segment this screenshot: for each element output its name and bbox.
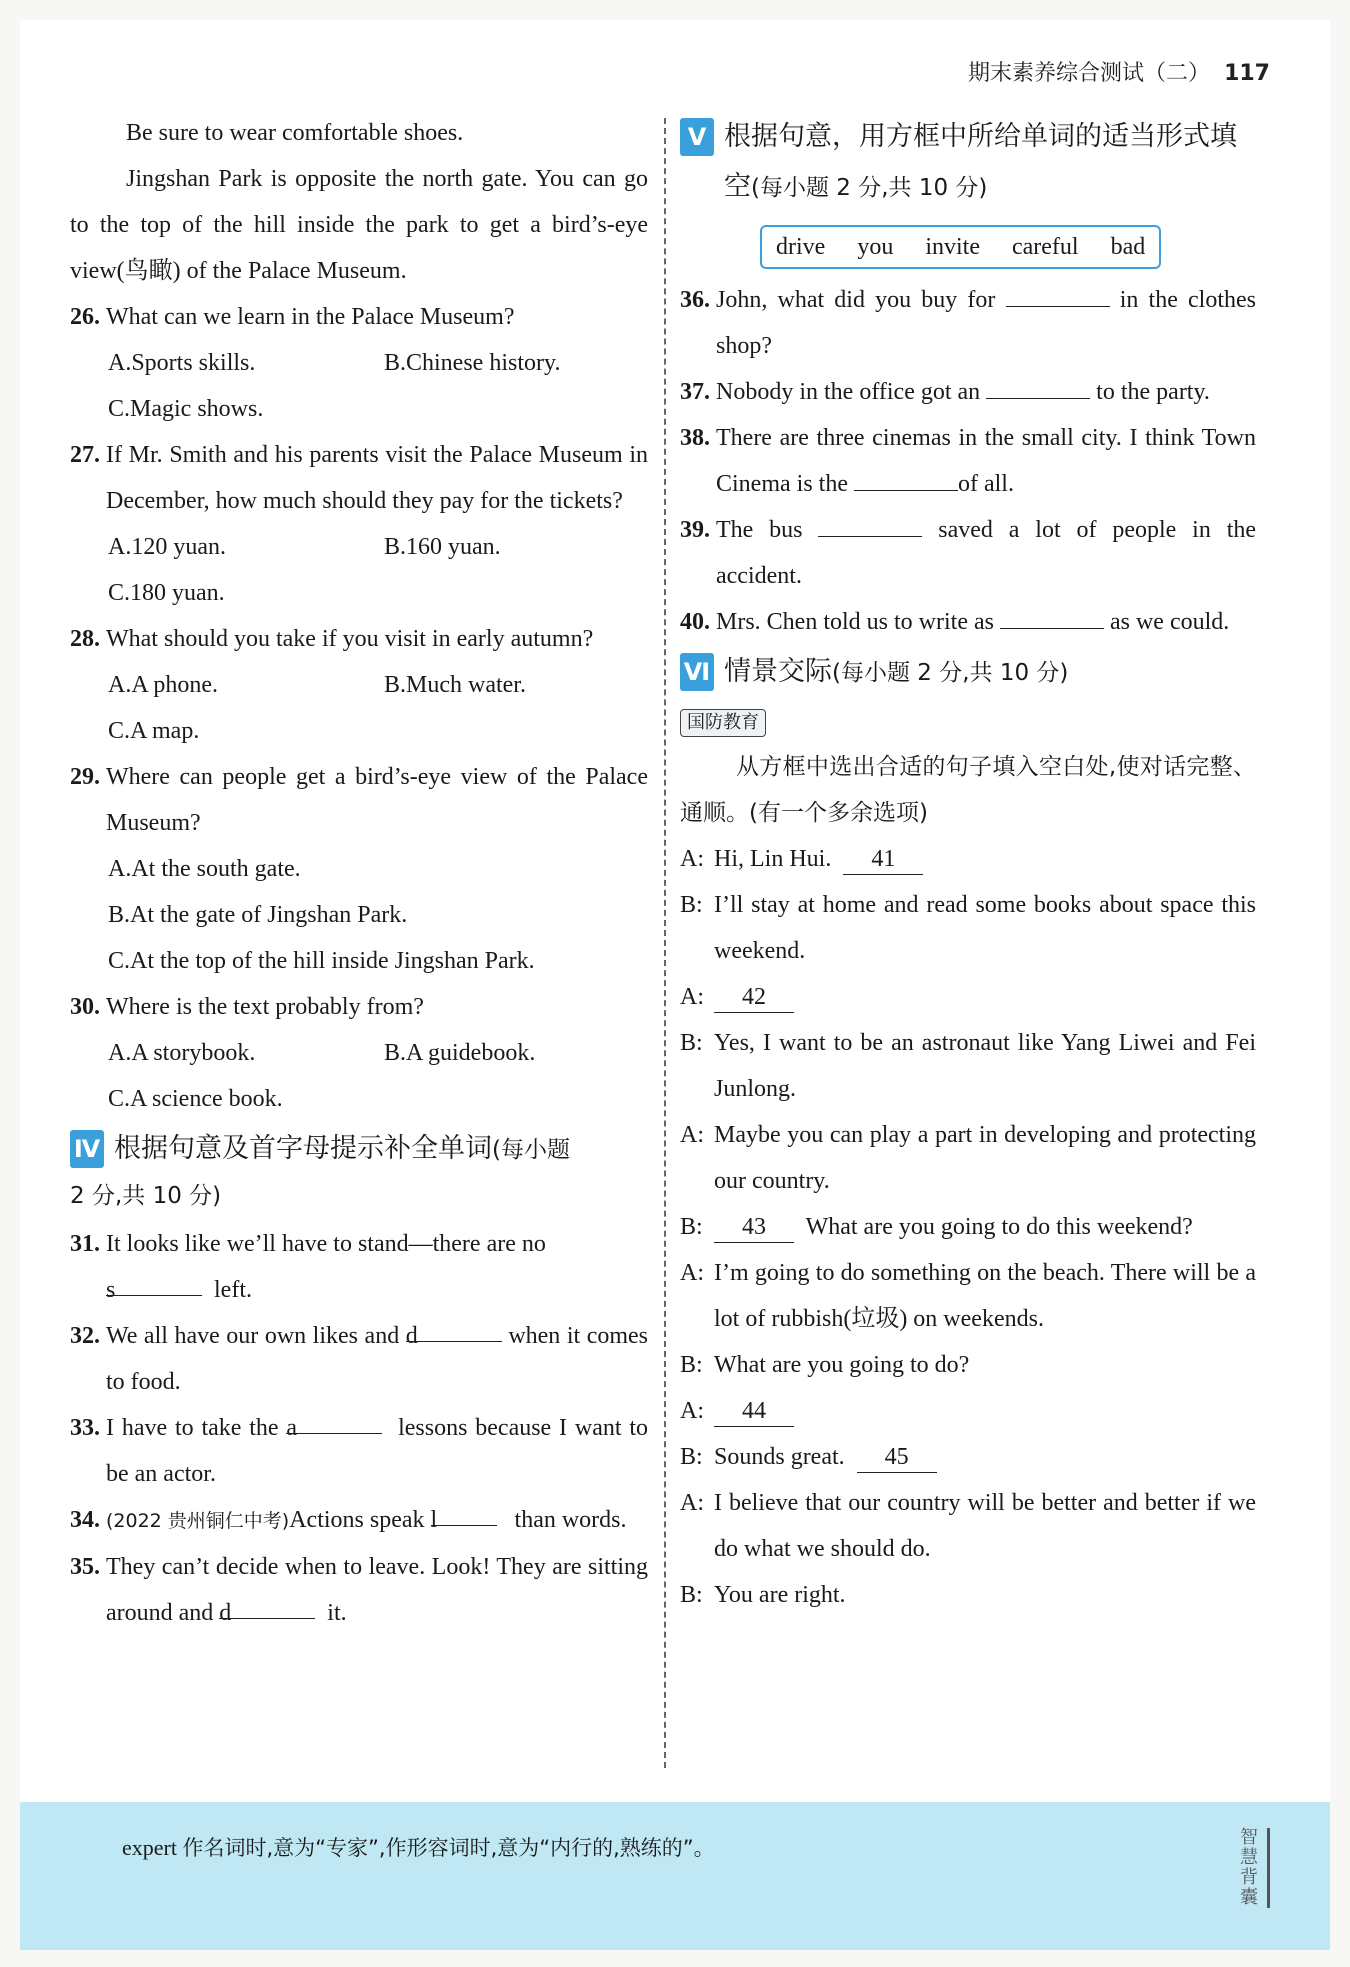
question-text-end: left. bbox=[214, 1277, 252, 1303]
question-text: What should you take if you visit in early autumn? bbox=[106, 626, 594, 652]
tip-word: expert bbox=[122, 1835, 177, 1860]
question-text-end: than words. bbox=[514, 1507, 627, 1533]
question-number: 28. bbox=[70, 626, 100, 652]
question-26 bbox=[70, 294, 648, 432]
column-divider bbox=[664, 118, 666, 1768]
vocabulary-tip bbox=[122, 1832, 715, 1862]
question-38 bbox=[680, 415, 1256, 507]
speaker: B: bbox=[680, 1444, 703, 1470]
right-column bbox=[680, 110, 1256, 1618]
question-text: Nobody in the office got an bbox=[716, 379, 981, 405]
question-number: 32. bbox=[70, 1323, 100, 1349]
question-text-end: as we could. bbox=[1109, 609, 1230, 635]
dialog-line bbox=[680, 1572, 1256, 1618]
section-badge: Ⅳ bbox=[70, 1130, 104, 1168]
dialog-line bbox=[680, 1112, 1256, 1204]
option-c[interactable]: C.Magic shows. bbox=[108, 396, 264, 422]
section-5-heading bbox=[680, 112, 1256, 213]
option-b[interactable]: B.At the gate of Jingshan Park. bbox=[108, 902, 408, 928]
section-title: 根据句意及首字母提示补全单词 bbox=[114, 1133, 492, 1164]
question-text: It looks like we’ll have to stand—there are no bbox=[106, 1231, 546, 1257]
question-40 bbox=[680, 599, 1256, 645]
option-a[interactable]: A.120 yuan. bbox=[108, 534, 226, 560]
dialog-line bbox=[680, 1480, 1256, 1572]
dialog-text: Sounds great. bbox=[714, 1444, 845, 1470]
section-score-note-cont: 2 分,共 10 分) bbox=[70, 1183, 222, 1209]
dialog-text: What are you going to do this weekend? bbox=[805, 1214, 1193, 1240]
section-badge: Ⅵ bbox=[680, 653, 714, 691]
first-letter-hint: d bbox=[405, 1323, 418, 1349]
speaker: A: bbox=[680, 984, 704, 1010]
answer-blank[interactable]: 45 bbox=[857, 1442, 937, 1473]
left-column bbox=[70, 110, 648, 1636]
answer-blank[interactable] bbox=[405, 1313, 502, 1349]
question-30 bbox=[70, 984, 648, 1122]
question-number: 36. bbox=[680, 287, 710, 313]
question-text-end: lessons because I want to be an actor. bbox=[106, 1415, 649, 1487]
speaker: B: bbox=[680, 1582, 703, 1608]
question-39 bbox=[680, 507, 1256, 599]
dialog-line bbox=[680, 1388, 1256, 1434]
option-a[interactable]: A.A storybook. bbox=[108, 1040, 256, 1066]
word-option: drive bbox=[776, 234, 826, 260]
answer-blank[interactable] bbox=[430, 1497, 497, 1533]
question-text: There are three cinemas in the small city. I think Town Cinema is the bbox=[716, 425, 1256, 497]
option-b[interactable]: B.Much water. bbox=[384, 672, 526, 698]
dialog-line bbox=[680, 1342, 1256, 1388]
speaker: A: bbox=[680, 846, 704, 872]
dialog-line bbox=[680, 1204, 1256, 1250]
question-number: 29. bbox=[70, 764, 100, 790]
first-letter-hint: a bbox=[286, 1415, 298, 1441]
answer-blank[interactable] bbox=[986, 370, 1090, 399]
section-title: 根据句意，用方框中所给单词的适当形式填空 bbox=[724, 121, 1237, 202]
answer-blank[interactable]: 42 bbox=[714, 982, 794, 1013]
speaker: B: bbox=[680, 1352, 703, 1378]
question-number: 35. bbox=[70, 1554, 100, 1580]
dialog-text: I’ll stay at home and read some books about space this weekend. bbox=[714, 892, 1256, 964]
option-a[interactable]: A.At the south gate. bbox=[108, 856, 301, 882]
question-text-end: to the party. bbox=[1096, 379, 1210, 405]
section-4-heading bbox=[70, 1124, 648, 1221]
option-c[interactable]: C.At the top of the hill inside Jingshan Park. bbox=[108, 948, 535, 974]
question-number: 31. bbox=[70, 1231, 100, 1257]
option-b[interactable]: B.A guidebook. bbox=[384, 1040, 536, 1066]
speaker: B: bbox=[680, 1030, 703, 1056]
option-b[interactable]: B.160 yuan. bbox=[384, 534, 501, 560]
topic-tag: 国防教育 bbox=[680, 709, 766, 737]
word-option: invite bbox=[925, 234, 980, 260]
question-29 bbox=[70, 754, 648, 984]
dialog-text: Yes, I want to be an astronaut like Yang Liwei and Fei Junlong. bbox=[714, 1030, 1256, 1102]
question-36 bbox=[680, 277, 1256, 369]
answer-blank[interactable] bbox=[219, 1590, 315, 1626]
question-number: 27. bbox=[70, 442, 100, 468]
speaker: A: bbox=[680, 1398, 704, 1424]
question-number: 40. bbox=[680, 609, 710, 635]
answer-blank[interactable] bbox=[1000, 600, 1104, 629]
question-33 bbox=[70, 1405, 648, 1497]
question-text-end: when it comes to food. bbox=[106, 1323, 649, 1395]
question-number: 33. bbox=[70, 1415, 100, 1441]
dialog-line bbox=[680, 1434, 1256, 1480]
question-text: The bus bbox=[716, 517, 803, 543]
question-number: 39. bbox=[680, 517, 710, 543]
answer-blank[interactable] bbox=[854, 462, 958, 491]
answer-blank[interactable]: 41 bbox=[843, 844, 923, 875]
dialog-text: I believe that our country will be better and better if we do what we should do. bbox=[714, 1490, 1256, 1562]
question-number: 34. bbox=[70, 1507, 100, 1533]
question-31 bbox=[70, 1221, 648, 1313]
speaker: A: bbox=[680, 1122, 704, 1148]
section-6-heading bbox=[680, 647, 1256, 698]
question-37 bbox=[680, 369, 1256, 415]
side-label: 智慧背囊 bbox=[1237, 1828, 1270, 1908]
dialog-line bbox=[680, 974, 1256, 1020]
dialog-line bbox=[680, 836, 1256, 882]
answer-blank[interactable]: 44 bbox=[714, 1396, 794, 1427]
answer-blank[interactable] bbox=[286, 1405, 382, 1441]
first-letter-hint: l bbox=[430, 1507, 438, 1533]
page-header bbox=[968, 56, 1270, 87]
dialog-line bbox=[680, 1250, 1256, 1342]
question-28 bbox=[70, 616, 648, 754]
question-27 bbox=[70, 432, 648, 616]
question-text: If Mr. Smith and his parents visit the Palace Museum in December, how much should they pay for the tickets? bbox=[106, 442, 648, 514]
section-score-note: (每小题 2 分,共 10 分) bbox=[751, 175, 988, 201]
option-c[interactable]: C.180 yuan. bbox=[108, 580, 225, 606]
passage-sentence: Be sure to wear comfortable shoes. bbox=[126, 120, 464, 146]
question-source: (2022 贵州铜仁中考) bbox=[106, 1510, 290, 1532]
answer-blank[interactable]: 43 bbox=[714, 1212, 794, 1243]
speaker: A: bbox=[680, 1490, 704, 1516]
answer-blank[interactable] bbox=[818, 508, 922, 537]
section-title: 情景交际 bbox=[724, 656, 832, 687]
speaker: A: bbox=[680, 1260, 704, 1286]
section-score-note: (每小题 2 分,共 10 分) bbox=[832, 660, 1069, 686]
word-option: bad bbox=[1110, 234, 1146, 260]
question-text: John, what did you buy for bbox=[716, 287, 996, 313]
section-score-note: (每小题 bbox=[492, 1137, 570, 1163]
question-text: They can’t decide when to leave. Look! They are sitting around and bbox=[106, 1554, 648, 1626]
answer-blank[interactable] bbox=[106, 1267, 202, 1303]
dialog-text: Maybe you can play a part in developing and protecting our country. bbox=[714, 1122, 1256, 1194]
question-number: 38. bbox=[680, 425, 710, 451]
question-text-end: of all. bbox=[957, 471, 1014, 497]
question-text-end: saved a lot of people in the accident. bbox=[716, 517, 1257, 589]
dialog-line bbox=[680, 1020, 1256, 1112]
tip-footer bbox=[20, 1802, 1330, 1950]
question-number: 37. bbox=[680, 379, 710, 405]
instructions: 从方框中选出合适的句子填入空白处,使对话完整、通顺。(有一个多余选项) bbox=[680, 754, 1256, 826]
question-text: I have to take the bbox=[106, 1415, 279, 1441]
word-option: careful bbox=[1011, 234, 1079, 260]
question-text: Where can people get a bird’s-eye view of the Palace Museum? bbox=[106, 764, 648, 836]
question-text: Where is the text probably from? bbox=[106, 994, 424, 1020]
option-b[interactable]: B.Chinese history. bbox=[384, 350, 561, 376]
dialog-text: Hi, Lin Hui. bbox=[714, 846, 832, 872]
word-option: you bbox=[857, 234, 894, 260]
passage-paragraph: Jingshan Park is opposite the north gate. You can go to the top of the hill inside the park to get a bird’s-eye view(鸟瞰) of the Palace Museum. bbox=[70, 166, 648, 284]
first-letter-hint: d bbox=[219, 1600, 232, 1626]
speaker: B: bbox=[680, 892, 703, 918]
dialog-text: I’m going to do something on the beach. There will be a lot of rubbish(垃圾) on weekends. bbox=[714, 1260, 1256, 1332]
question-34 bbox=[70, 1497, 648, 1544]
question-text: Mrs. Chen told us to write as bbox=[716, 609, 994, 635]
word-box bbox=[760, 225, 1161, 269]
question-35 bbox=[70, 1544, 648, 1636]
option-c[interactable]: C.A map. bbox=[108, 718, 200, 744]
section-badge: Ⅴ bbox=[680, 118, 714, 156]
header-title: 期末素养综合测试（二） bbox=[968, 61, 1211, 86]
speaker: B: bbox=[680, 1214, 703, 1240]
question-number: 30. bbox=[70, 994, 100, 1020]
question-text: We all have our own likes and bbox=[106, 1323, 400, 1349]
question-text: What can we learn in the Palace Museum? bbox=[106, 304, 515, 330]
option-c[interactable]: C.A science book. bbox=[108, 1086, 283, 1112]
question-text-end: in the clothes shop? bbox=[716, 287, 1257, 359]
question-32 bbox=[70, 1313, 648, 1405]
dialog-text: You are right. bbox=[714, 1582, 846, 1608]
option-a[interactable]: A.Sports skills. bbox=[108, 350, 256, 376]
first-letter-hint: s bbox=[106, 1277, 116, 1303]
question-number: 26. bbox=[70, 304, 100, 330]
dialog-line bbox=[680, 882, 1256, 974]
tip-text: 作名词时,意为“专家”,作形容词时,意为“内行的,熟练的”。 bbox=[182, 1836, 715, 1860]
dialog-text: What are you going to do? bbox=[714, 1352, 970, 1378]
question-text: Actions speak bbox=[289, 1507, 425, 1533]
page-number: 117 bbox=[1224, 61, 1270, 86]
option-a[interactable]: A.A phone. bbox=[108, 672, 218, 698]
question-text-end: it. bbox=[327, 1600, 347, 1626]
answer-blank[interactable] bbox=[1006, 278, 1110, 307]
